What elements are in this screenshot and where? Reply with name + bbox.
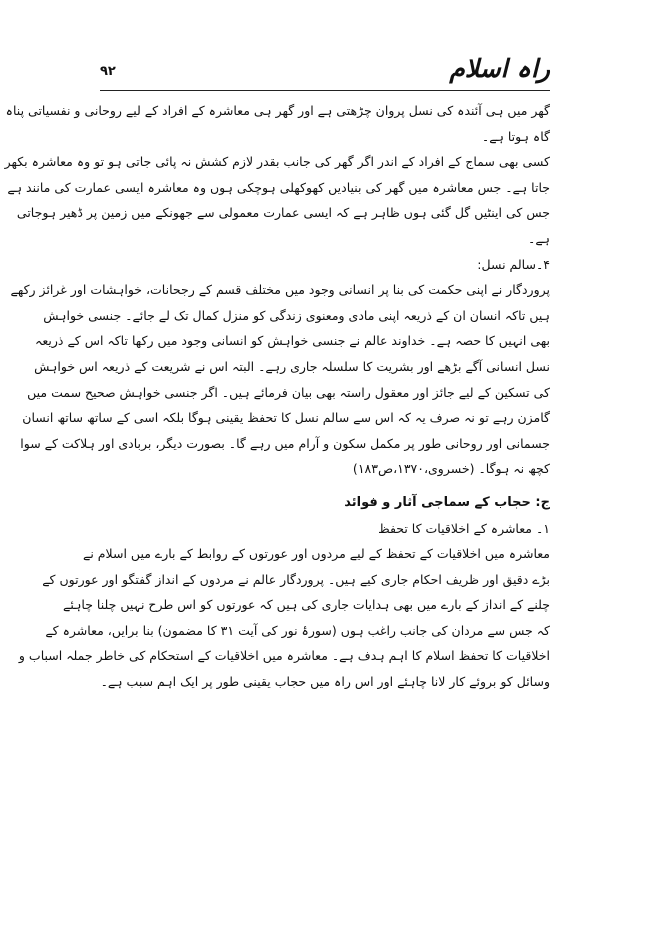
intro-paragraph bbox=[4, 98, 550, 252]
text-line: جاتا ہے۔ جس معاشرہ میں گھر کی بنیادیں کھوکھلی ہوچکی ہوں وہ معاشرہ ایسی عمارت کی مانند ہے bbox=[7, 179, 550, 195]
social-effects-section bbox=[18, 490, 550, 695]
text-line: جسمانی اور روحانی طور پر مکمل سکون و آرام میں رہے گا۔ بصورت دیگر، بربادی اور ہلاکت کے سوا bbox=[20, 435, 550, 451]
text-line: گامزن رہے تو نہ صرف یہ کہ اس سے سالم نسل کا تحفظ یقینی ہوگا بلکہ اسی کے ساتھ ساتھ انسان bbox=[22, 410, 550, 426]
text-line: کی تسکین کے لیے جائز اور معقول راستہ بھی بیان فرمائے ہیں۔ اگر جنسی خواہش صحیح سمت میں bbox=[27, 384, 550, 400]
text-line: جس کی اینٹیں گل گئی ہوں ظاہر ہے کہ ایسی عمارت معمولی سے جھونکے میں زمین پر ڈھیر ہوجاتی bbox=[16, 205, 550, 221]
text-line: وسائل کو بروئے کار لانا چاہئے اور اس راہ میں حجاب یقینی طور پر ایک اہم سبب ہے۔ bbox=[100, 674, 550, 690]
section-heading: ج: حجاب کے سماجی آثار و فوائد bbox=[344, 494, 550, 510]
page-body bbox=[4, 98, 550, 695]
text-line: ہے۔ bbox=[528, 230, 550, 246]
text-line: ہیں تاکہ انسان ان کے ذریعہ اپنی مادی ومعنوی زندگی کو منزل کمال تک لے جائے۔ جنسی خواہش bbox=[43, 307, 550, 323]
text-line: نسل انسانی آگے بڑھے اور بشریت کا سلسلہ جاری رہے۔ البتہ اس نے شریعت کے ذریعہ اس خواہش bbox=[34, 358, 550, 374]
text-line: پروردگار نے اپنی حکمت کی بنا پر انسانی وجود میں مختلف قسم کے رجحانات، خواہشات اور غرائز رکھے bbox=[10, 282, 550, 298]
text-line: گاہ ہوتا ہے۔ bbox=[481, 128, 550, 144]
text-line: بڑے دقیق اور ظریف احکام جاری کیے ہیں۔ پروردگار عالم نے مردوں کے انداز گفتگو اور عورتوں کے bbox=[42, 571, 550, 587]
section-subheading: ۱۔ معاشرہ کے اخلاقیات کا تحفظ bbox=[378, 520, 550, 536]
text-line: معاشرہ میں اخلاقیات کے تحفظ کے لیے مردوں اور عورتوں کے روابط کے بارے میں اسلام نے bbox=[83, 546, 550, 562]
page-number: ۹۲ bbox=[100, 64, 116, 79]
text-line: کہ جس سے مردان کی جانب راغب ہوں (سورۂ نور کی آیت ۳۱ کا مضمون) بنا برایں، معاشرہ کے bbox=[45, 622, 550, 638]
text-line: چلنے کے انداز کے بارے میں بھی ہدایات جاری کی ہیں کہ عورتوں کو اس طرح نہیں چلنا چاہئے bbox=[63, 597, 550, 613]
section-title: ۴۔سالم نسل: bbox=[477, 256, 550, 272]
text-line: اخلاقیات کا تحفظ اسلام کا اہم ہدف ہے۔ معاشرہ میں اخلاقیات کے استحکام کی خاطر جملہ اسباب و bbox=[18, 648, 550, 664]
text-line: کسی بھی سماج کے افراد کے اندر اگر گھر کی جانب بقدر لازم کشش نہ پائی جاتی ہو تو وہ معاشرہ بکھر bbox=[4, 154, 550, 170]
text-line: بھی انہیں کا حصہ ہے۔ خداوند عالم نے جنسی خواہش کو انسانی وجود میں رکھا تاکہ اس کے ذریعہ bbox=[35, 333, 550, 349]
page-header bbox=[100, 52, 550, 92]
healthy-generation-section bbox=[10, 252, 550, 482]
citation-line: کچھ نہ ہوگا۔ (خسروی،۱۳۷۰،ص۱۸۳) bbox=[352, 461, 550, 477]
text-line: گھر میں ہی آئندہ کی نسل پروان چڑھتی ہے اور گھر ہی معاشرہ کے افراد کے لیے روحانی و نفسیاتی پناہ bbox=[5, 103, 550, 118]
header-rule bbox=[100, 90, 550, 91]
section-gap bbox=[100, 482, 550, 490]
running-title: راہ اسلام bbox=[449, 54, 550, 83]
